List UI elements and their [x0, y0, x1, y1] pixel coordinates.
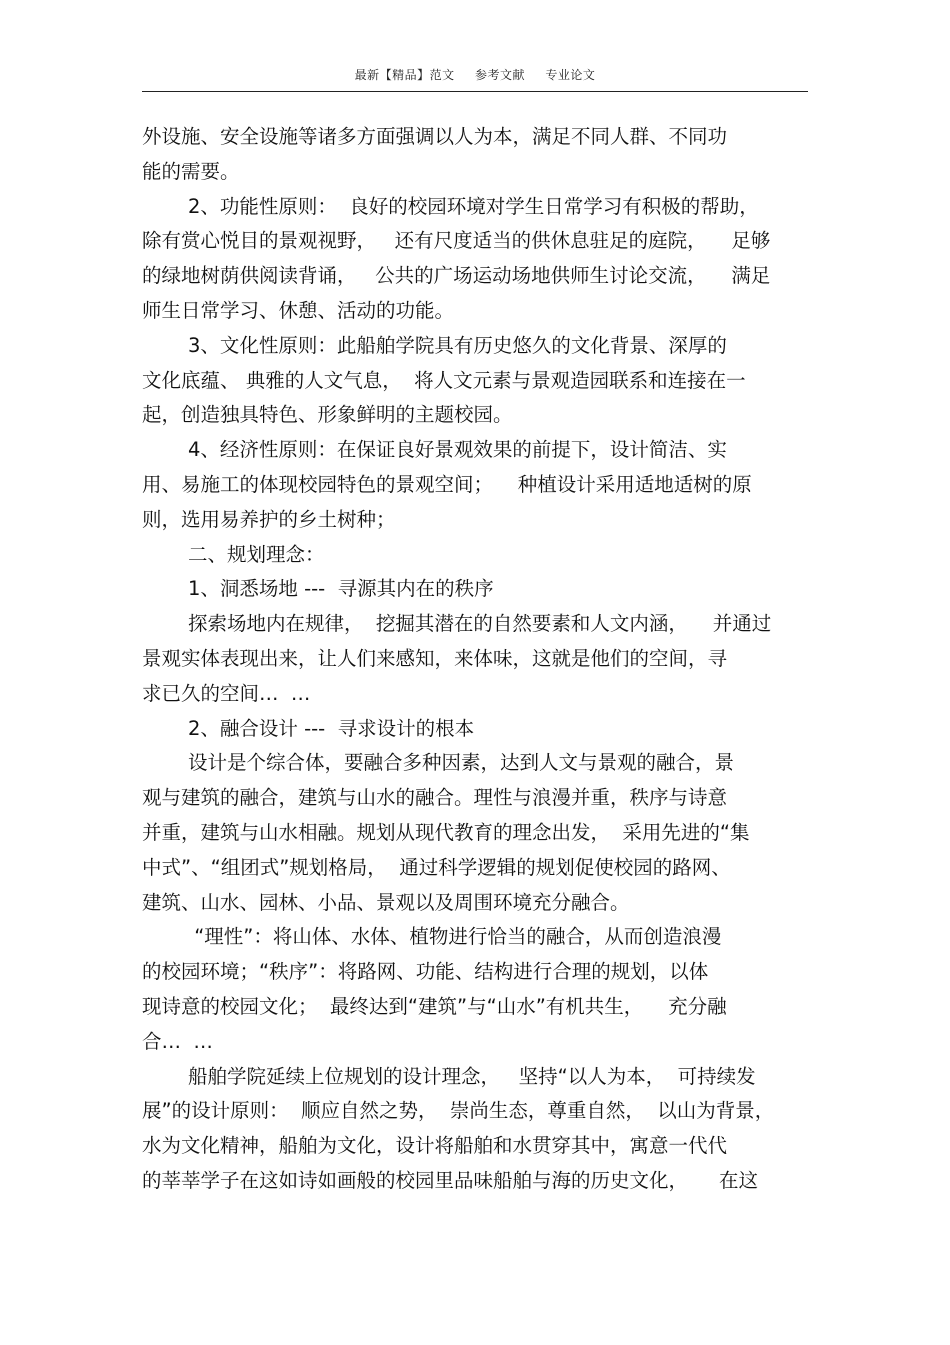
page-header: [142, 66, 808, 83]
text-line: 合… …: [142, 1029, 213, 1053]
text-line: 师生日常学习、休憩、活动的功能。: [142, 298, 455, 322]
text-line: 4、经济性原则：在保证良好景观效果的前提下，设计简洁、实: [188, 438, 727, 462]
document-body: [142, 120, 812, 1199]
text-line: 水为文化精神，船舶为文化，设计将船舶和水贯穿其中，寓意一代代: [142, 1134, 728, 1158]
text-line: 二、规划理念：: [188, 542, 325, 566]
text-line: 中式”、“组团式”规划格局， 通过科学逻辑的规划促使校园的路网、: [142, 855, 731, 879]
text-line: 1、洞悉场地 --- 寻源其内在的秩序: [188, 577, 494, 601]
text-line: 建筑、山水、园林、小品、景观以及周围环境充分融合。: [142, 890, 630, 914]
text-line: 设计是个综合体，要融合多种因素，达到人文与景观的融合，景: [188, 751, 735, 775]
text-line: “理性”：将山体、水体、植物进行恰当的融合，从而创造浪漫: [188, 925, 722, 949]
text-line: 现诗意的校园文化； 最终达到“建筑”与“山水”有机共生， 充分融: [142, 994, 727, 1018]
text-line: 的校园环境；“秩序”：将路网、功能、结构进行合理的规划，以体: [142, 960, 709, 984]
text-line: 3、文化性原则：此船舶学院具有历史悠久的文化背景、深厚的: [188, 333, 727, 357]
text-line: 船舶学院延续上位规划的设计理念， 坚持“以人为本， 可持续发: [188, 1064, 756, 1088]
text-line: 展”的设计原则： 顺应自然之势， 崇尚生态，尊重自然， 以山为背景，: [142, 1099, 775, 1123]
header-divider: [142, 91, 808, 92]
text-line: 2、功能性原则： 良好的校园环境对学生日常学习有积极的帮助，: [188, 194, 759, 218]
text-line: 求已久的空间… …: [142, 681, 311, 705]
text-line: 外设施、安全设施等诸多方面强调以人为本，满足不同人群、不同功: [142, 125, 728, 148]
text-line: 则，选用易养护的乡土树种；: [142, 507, 396, 531]
text-line: 文化底蕴、 典雅的人文气息， 将人文元素与景观造园联系和连接在一: [142, 368, 746, 392]
text-line: 观与建筑的融合，建筑与山水的融合。理性与浪漫并重，秩序与诗意: [142, 786, 728, 810]
text-line: 的绿地树荫供阅读背诵， 公共的广场运动场地供师生讨论交流， 满足: [142, 264, 771, 288]
text-line: 2、融合设计 --- 寻求设计的根本: [188, 716, 475, 740]
text-line: 用、易施工的体现校园特色的景观空间； 种植设计采用适地适树的原: [142, 472, 752, 496]
text-line: 的莘莘学子在这如诗如画般的校园里品味船舶与海的历史文化， 在这: [142, 1168, 758, 1192]
text-line: 景观实体表现出来，让人们来感知，来体味，这就是他们的空间，寻: [142, 646, 728, 670]
header-item: 最新【精品】范文: [354, 68, 455, 82]
text-line: 并重，建筑与山水相融。规划从现代教育的理念出发， 采用先进的“集: [142, 820, 750, 844]
text-line: 探索场地内在规律， 挖掘其潜在的自然要素和人文内涵， 并通过: [188, 612, 772, 636]
text-line: 除有赏心悦目的景观视野， 还有尺度适当的供休息驻足的庭院， 足够: [142, 229, 771, 253]
text-line: 能的需要。: [142, 159, 240, 183]
header-item: 参考文献: [474, 68, 525, 82]
header-item: 专业论文: [545, 68, 596, 82]
text-line: 起，创造独具特色、形象鲜明的主题校园。: [142, 403, 513, 427]
